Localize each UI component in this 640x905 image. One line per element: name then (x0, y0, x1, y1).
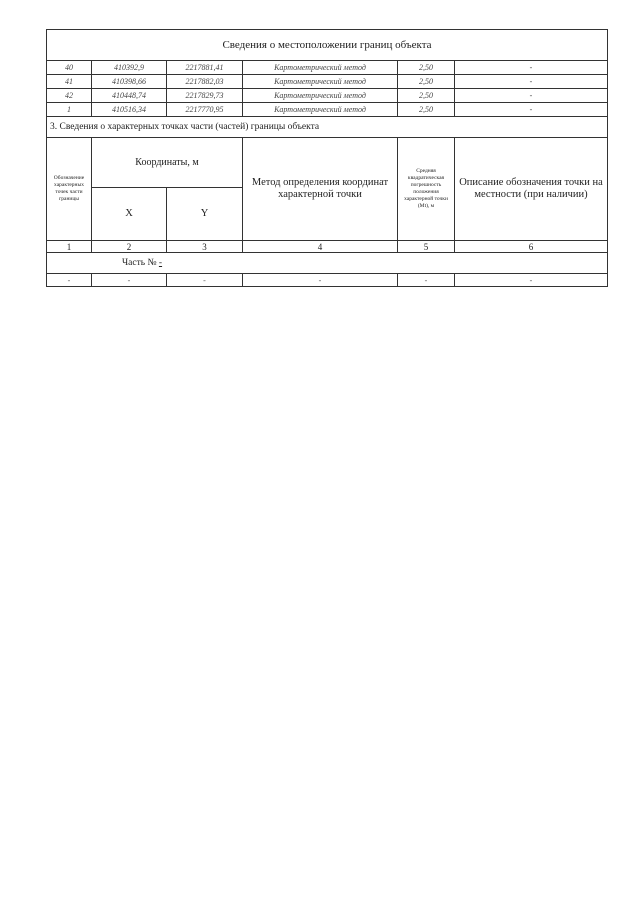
column-number: 6 (455, 241, 608, 253)
part-cell (47, 253, 608, 274)
description: - (455, 61, 608, 75)
column-number: 1 (47, 241, 92, 253)
table-row (47, 75, 608, 89)
column-number: 4 (243, 241, 398, 253)
description: - (455, 89, 608, 103)
point-number: 42 (47, 89, 92, 103)
header-row-top (47, 138, 608, 188)
header-coordinates: Координаты, м (92, 138, 243, 188)
coord-x: 410398,66 (92, 75, 167, 89)
accuracy: 2,50 (398, 103, 455, 117)
coord-y: 2217770,95 (167, 103, 243, 117)
method: Картометрический метод (243, 89, 398, 103)
empty-cell: - (455, 274, 608, 287)
column-number: 3 (167, 241, 243, 253)
section2-title-row (47, 30, 608, 61)
header-point-designation: Обозначение характерных точек части границы (47, 138, 92, 241)
empty-cell: - (167, 274, 243, 287)
header-accuracy: Средняя квадратическая погрешность положения характерной точки (Mt), м (398, 138, 455, 241)
header-method: Метод определения координат характерной точки (243, 138, 398, 241)
accuracy: 2,50 (398, 75, 455, 89)
empty-cell: - (398, 274, 455, 287)
column-numbers-row (47, 241, 608, 253)
point-number: 40 (47, 61, 92, 75)
empty-cell: - (243, 274, 398, 287)
part-value: - (158, 258, 163, 268)
empty-cell: - (92, 274, 167, 287)
coord-y: 2217881,41 (167, 61, 243, 75)
accuracy: 2,50 (398, 89, 455, 103)
header-x: X (92, 188, 167, 241)
part-label: Часть № (122, 258, 157, 268)
point-number: 1 (47, 103, 92, 117)
description: - (455, 75, 608, 89)
method: Картометрический метод (243, 75, 398, 89)
section3-title: 3. Сведения о характерных точках части (частей) границы объекта (47, 117, 608, 138)
section3-title-row (47, 117, 608, 138)
method: Картометрический метод (243, 61, 398, 75)
accuracy: 2,50 (398, 61, 455, 75)
coord-x: 410392,9 (92, 61, 167, 75)
table-row (47, 274, 608, 287)
table-row (47, 89, 608, 103)
table-row (47, 103, 608, 117)
point-number: 41 (47, 75, 92, 89)
coord-y: 2217882,03 (167, 75, 243, 89)
empty-cell: - (47, 274, 92, 287)
section2-title: Сведения о местоположении границ объекта (47, 30, 608, 61)
column-number: 2 (92, 241, 167, 253)
description: - (455, 103, 608, 117)
coord-x: 410516,34 (92, 103, 167, 117)
method: Картометрический метод (243, 103, 398, 117)
header-description: Описание обозначения точки на местности (при наличии) (455, 138, 608, 241)
table-row (47, 61, 608, 75)
boundary-table (46, 29, 608, 287)
header-y: Y (167, 188, 243, 241)
part-row (47, 253, 608, 274)
coord-x: 410448,74 (92, 89, 167, 103)
coord-y: 2217829,73 (167, 89, 243, 103)
column-number: 5 (398, 241, 455, 253)
